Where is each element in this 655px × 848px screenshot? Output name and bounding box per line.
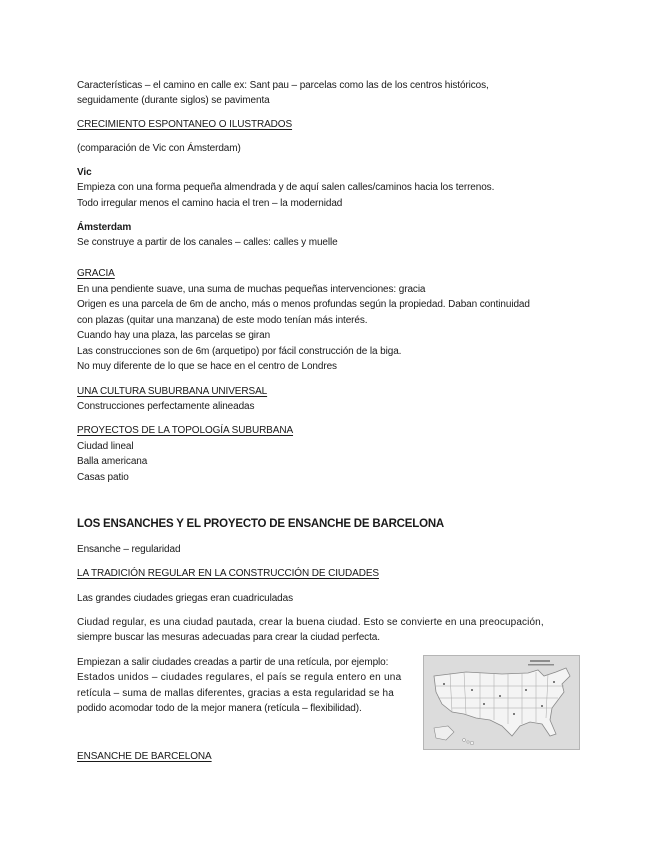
paragraph-line: (comparación de Vic con Ámsterdam)	[77, 143, 241, 154]
section-heading-crecimiento: CRECIMIENTO ESPONTANEO O ILUSTRADOS	[77, 119, 293, 130]
paragraph-line: No muy diferente de lo que se hace en el centro de Londres	[77, 361, 337, 372]
paragraph-line: Ensanche – regularidad	[77, 544, 181, 555]
section-heading-cultura: UNA CULTURA SUBURBANA UNIVERSAL	[77, 386, 268, 397]
paragraph-line: En una pendiente suave, una suma de muchas pequeñas intervenciones: gracia	[77, 284, 426, 295]
paragraph-line: Ciudad regular, es una ciudad pautada, crear la buena ciudad. Esto se convierte en una preocupación,	[77, 617, 544, 628]
list-item: Balla americana	[77, 456, 148, 467]
section-heading-gracia: GRACIA	[77, 268, 115, 279]
paragraph-line: Las grandes ciudades griegas eran cuadriculadas	[77, 593, 293, 604]
subheading-vic: Vic	[77, 167, 92, 178]
paragraph-line: siempre buscar las mesuras adecuadas para crear la ciudad perfecta.	[77, 632, 380, 643]
section-heading-ensanche-barcelona: ENSANCHE DE BARCELONA	[77, 751, 212, 762]
paragraph-line: Características – el camino en calle ex: Sant pau – parcelas como las de los centros históricos,	[77, 80, 489, 91]
paragraph-line: seguidamente (durante siglos) se pavimenta	[77, 95, 270, 106]
section-heading-proyectos: PROYECTOS DE LA TOPOLOGÍA SUBURBANA	[77, 425, 294, 436]
subheading-amsterdam: Ámsterdam	[77, 222, 132, 233]
paragraph-line: con plazas (quitar una manzana) de este modo tenían más interés.	[77, 315, 368, 326]
section-heading-tradicion: LA TRADICIÓN REGULAR EN LA CONSTRUCCIÓN DE CIUDADES	[77, 568, 379, 579]
paragraph-line: podido acomodar todo de la mejor manera (retícula – flexibilidad).	[77, 703, 362, 714]
paragraph-line: Construcciones perfectamente alineadas	[77, 401, 255, 412]
list-item: Ciudad lineal	[77, 441, 134, 452]
paragraph-line: Empieza con una forma pequeña almendrada y de aquí salen calles/caminos hacia los terrenos.	[77, 182, 495, 193]
paragraph-line: Las construcciones son de 6m (arquetipo) por fácil construcción de la biga.	[77, 346, 402, 357]
paragraph-line: Todo irregular menos el camino hacia el tren – la modernidad	[77, 198, 343, 209]
list-item: Casas patio	[77, 472, 129, 483]
paragraph-line: Cuando hay una plaza, las parcelas se giran	[77, 330, 271, 341]
paragraph-line: Se construye a partir de los canales – calles: calles y muelle	[77, 237, 338, 248]
paragraph-line: Origen es una parcela de 6m de ancho, más o menos profundas según la propiedad. Daban continuidad	[77, 299, 530, 310]
paragraph-line: retícula – suma de mallas diferentes, gracias a esta regularidad se ha	[77, 688, 394, 699]
chapter-title-ensanches: LOS ENSANCHES Y EL PROYECTO DE ENSANCHE DE BARCELONA	[77, 518, 445, 530]
paragraph-line: Estados unidos – ciudades regulares, el país se regula entero en una	[77, 672, 402, 683]
paragraph-line: Empiezan a salir ciudades creadas a partir de una retícula, por ejemplo:	[77, 657, 389, 668]
usa-map-icon	[423, 655, 580, 750]
